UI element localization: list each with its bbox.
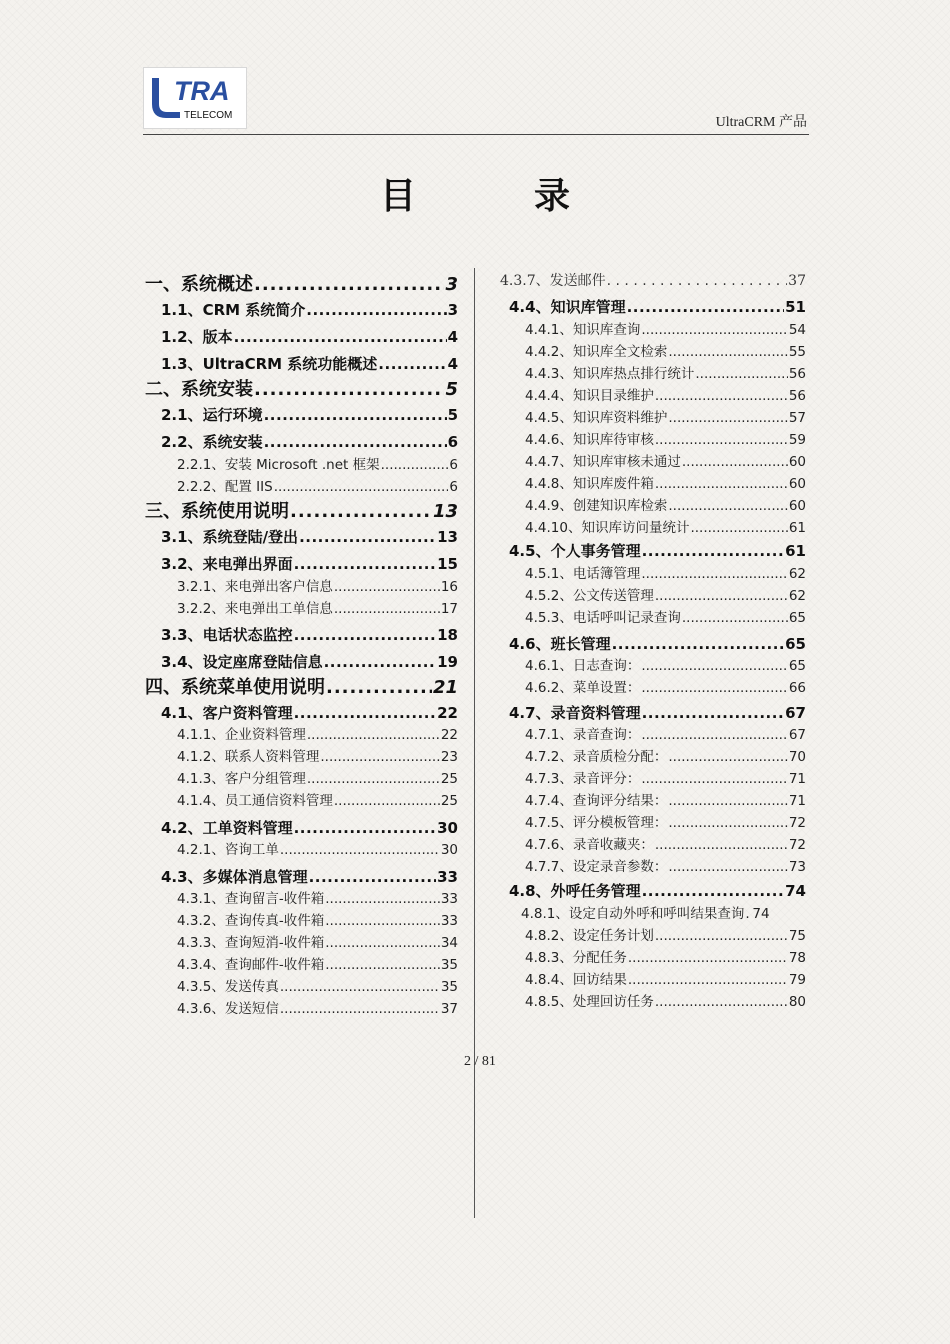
toc-entry-label: 4.7.7、设定录音参数：	[525, 859, 668, 875]
toc-entry-level3[interactable]	[500, 586, 806, 606]
toc-dot-leader	[627, 296, 785, 318]
toc-entry-level1[interactable]	[145, 272, 458, 298]
toc-entry-label: 4.5、个人事务管理	[509, 542, 641, 560]
toc-entry-label: 4.8.5、处理回访任务	[525, 994, 654, 1010]
toc-entry-label: 3.1、系统登陆/登出	[161, 528, 299, 546]
toc-dot-leader	[642, 702, 785, 724]
toc-entry-level3[interactable]	[500, 791, 806, 811]
toc-entry-label: 4.4.2、知识库全文检索	[525, 344, 668, 360]
toc-entry-label: 4.8.4、回访结果	[525, 972, 627, 988]
toc-entry-level2[interactable]	[145, 353, 458, 375]
toc-entry-level2[interactable]	[145, 431, 458, 453]
toc-entry-page: 4	[447, 328, 458, 346]
toc-entry-page: 18	[437, 626, 458, 644]
toc-entry-level2[interactable]	[500, 880, 806, 902]
toc-entry-page: 56	[788, 388, 806, 404]
toc-entry-label: 4.6.1、日志查询：	[525, 658, 641, 674]
toc-entry-label: 4.6、班长管理	[509, 635, 611, 653]
toc-entry-label: 4.7.2、录音质检分配：	[525, 749, 668, 765]
toc-entry-label: 二、系统安装	[145, 379, 253, 400]
toc-dot-leader	[325, 911, 440, 931]
toc-dot-leader	[655, 586, 788, 606]
toc-entry-level3[interactable]	[500, 904, 806, 924]
toc-entry-page: 80	[788, 994, 806, 1010]
toc-dot-leader	[306, 299, 446, 321]
toc-entry-label: 4.3.7、发送邮件	[500, 273, 606, 289]
toc-entry-label: 四、系统菜单使用说明	[145, 677, 325, 698]
toc-entry-label: 4.8.2、设定任务计划	[525, 928, 654, 944]
toc-dot-leader	[655, 430, 788, 450]
toc-entry-level2[interactable]	[145, 866, 458, 888]
toc-entry-label: 4.7.4、查询评分结果：	[525, 793, 668, 809]
toc-entry-page: 3	[447, 301, 458, 319]
toc-entry-level3[interactable]	[500, 342, 806, 362]
toc-entry-label: 4.5.1、电话簿管理	[525, 566, 641, 582]
toc-entry-level3[interactable]	[500, 678, 806, 698]
toc-entry-label: 4.4.1、知识库查询	[525, 322, 641, 338]
toc-entry-label: 4.4、知识库管理	[509, 298, 626, 316]
toc-entry-level3[interactable]	[145, 791, 458, 811]
toc-entry-label: 4.1.4、员工通信资料管理	[177, 793, 333, 809]
toc-entry-label: 4.7、录音资料管理	[509, 704, 641, 722]
toc-entry-page: 19	[437, 653, 458, 671]
toc-entry-level3[interactable]	[500, 364, 806, 384]
toc-entry-label: 3.2、来电弹出界面	[161, 555, 293, 573]
toc-entry-level3[interactable]	[145, 955, 458, 975]
toc-entry-label: 4.8、外呼任务管理	[509, 882, 641, 900]
toc-entry-page: 71	[788, 793, 806, 809]
toc-entry-level2[interactable]	[145, 817, 458, 839]
toc-dot-leader	[325, 889, 440, 909]
toc-dot-leader	[320, 747, 439, 767]
toc-entry-page: 33	[440, 913, 458, 929]
toc-entry-page: 13	[437, 528, 458, 546]
toc-entry-label: 4.4.7、知识库审核未通过	[525, 454, 681, 470]
toc-entry-level3[interactable]	[500, 608, 806, 628]
toc-entry-level2[interactable]	[145, 299, 458, 321]
toc-dot-leader	[655, 992, 788, 1012]
toc-entry-level3[interactable]	[145, 933, 458, 953]
toc-dot-leader	[607, 271, 788, 291]
toc-dot-leader	[641, 725, 787, 745]
toc-dot-leader	[326, 675, 432, 701]
toc-entry-level2[interactable]	[500, 702, 806, 724]
title-char-1: 目	[380, 176, 417, 217]
toc-entry-page: 4	[447, 355, 458, 373]
toc-dot-leader	[668, 791, 787, 811]
toc-dot-leader	[334, 577, 440, 597]
logo-sub-text: TELECOM	[184, 110, 233, 121]
toc-entry-level3[interactable]	[500, 857, 806, 877]
toc-entry-level3[interactable]	[500, 769, 806, 789]
toc-entry-level3[interactable]	[500, 474, 806, 494]
toc-dot-leader	[264, 404, 447, 426]
toc-entry-level3[interactable]	[500, 948, 806, 968]
toc-entry-level2[interactable]	[145, 326, 458, 348]
toc-entry-page: 75	[788, 928, 806, 944]
toc-entry-page: 22	[437, 704, 458, 722]
toc-entry-level3[interactable]	[145, 840, 458, 860]
toc-entry-label: 4.4.3、知识库热点排行统计	[525, 366, 695, 382]
toc-entry-page: 35	[440, 979, 458, 995]
toc-entry-label: 4.1、客户资料管理	[161, 704, 293, 722]
toc-entry-label: 3.4、设定座席登陆信息	[161, 653, 323, 671]
toc-entry-label: 4.7.1、录音查询：	[525, 727, 641, 743]
toc-entry-label: 4.8.3、分配任务	[525, 950, 627, 966]
toc-entry-label: 4.7.6、录音收藏夹：	[525, 837, 654, 853]
toc-entry-level1[interactable]	[145, 675, 458, 701]
toc-dot-leader	[682, 452, 788, 472]
toc-entry-page: 74	[752, 906, 770, 922]
toc-entry-label: 4.3.2、查询传真-收件箱	[177, 913, 325, 929]
toc-entry-level2[interactable]	[500, 296, 806, 318]
toc-dot-leader	[641, 656, 787, 676]
toc-entry-level3[interactable]	[500, 992, 806, 1012]
toc-dot-leader	[668, 857, 787, 877]
toc-entry-level3[interactable]	[500, 271, 806, 291]
toc-dot-leader	[641, 320, 787, 340]
toc-entry-label: 3.3、电话状态监控	[161, 626, 293, 644]
toc-entry-label: 1.3、UltraCRM 系统功能概述	[161, 355, 378, 373]
toc-dot-leader	[280, 840, 440, 860]
toc-dot-leader	[745, 904, 751, 924]
toc-entry-page: 60	[788, 498, 806, 514]
toc-entry-page: 23	[440, 749, 458, 765]
toc-dot-leader	[325, 933, 440, 953]
toc-entry-page: 70	[788, 749, 806, 765]
toc-dot-leader	[682, 608, 788, 628]
toc-entry-page: 67	[788, 727, 806, 743]
toc-entry-label: 1.2、版本	[161, 328, 233, 346]
toc-entry-level2[interactable]	[500, 633, 806, 655]
toc-entry-label: 4.4.5、知识库资料维护	[525, 410, 668, 426]
toc-dot-leader	[655, 835, 788, 855]
toc-entry-level1[interactable]	[145, 377, 458, 403]
toc-entry-level3[interactable]	[500, 408, 806, 428]
page-title	[380, 172, 570, 222]
toc-entry-page: 51	[785, 298, 806, 316]
toc-entry-level3[interactable]	[500, 386, 806, 406]
toc-entry-page: 13	[432, 501, 458, 522]
toc-entry-page: 15	[437, 555, 458, 573]
column-divider	[474, 268, 475, 1218]
toc-entry-label: 3.2.2、来电弹出工单信息	[177, 601, 333, 617]
toc-entry-level3[interactable]	[500, 747, 806, 767]
toc-dot-leader	[641, 678, 787, 698]
toc-entry-page: 37	[440, 1001, 458, 1017]
toc-entry-page: 22	[440, 727, 458, 743]
toc-entry-page: 67	[785, 704, 806, 722]
toc-entry-page: 62	[788, 588, 806, 604]
toc-entry-level3[interactable]	[145, 477, 458, 497]
toc-dot-leader	[274, 477, 449, 497]
toc-entry-page: 78	[788, 950, 806, 966]
toc-dot-leader	[628, 948, 788, 968]
logo-brand-text: TRA	[174, 76, 230, 106]
toc-entry-label: 2.2、系统安装	[161, 433, 263, 451]
toc-entry-level3[interactable]	[500, 518, 806, 538]
toc-entry-page: 30	[437, 819, 458, 837]
toc-dot-leader	[378, 353, 446, 375]
toc-entry-label: 4.6.2、菜单设置：	[525, 680, 641, 696]
toc-entry-page: 30	[440, 842, 458, 858]
toc-entry-level3[interactable]	[145, 977, 458, 997]
toc-entry-page: 17	[440, 601, 458, 617]
toc-dot-leader	[290, 499, 432, 525]
toc-entry-level3[interactable]	[500, 835, 806, 855]
toc-dot-leader	[307, 769, 440, 789]
toc-entry-level1[interactable]	[145, 499, 458, 525]
toc-entry-page: 6	[447, 433, 458, 451]
toc-entry-level2[interactable]	[145, 651, 458, 673]
header-rule	[143, 134, 809, 135]
toc-entry-page: 73	[788, 859, 806, 875]
toc-entry-level3[interactable]	[145, 999, 458, 1019]
company-logo	[143, 67, 247, 129]
toc-entry-page: 55	[788, 344, 806, 360]
toc-entry-label: 4.2.1、咨询工单	[177, 842, 279, 858]
toc-entry-label: 4.3、多媒体消息管理	[161, 868, 308, 886]
toc-entry-label: 4.1.3、客户分组管理	[177, 771, 306, 787]
toc-entry-page: 37	[788, 273, 806, 289]
toc-dot-leader	[668, 813, 787, 833]
toc-entry-label: 三、系统使用说明	[145, 501, 289, 522]
toc-dot-leader	[324, 651, 437, 673]
toc-dot-leader	[655, 474, 788, 494]
toc-dot-leader	[294, 817, 437, 839]
toc-entry-level3[interactable]	[500, 320, 806, 340]
toc-entry-level3[interactable]	[500, 970, 806, 990]
toc-entry-page: 72	[788, 815, 806, 831]
toc-entry-page: 33	[440, 891, 458, 907]
toc-entry-page: 33	[437, 868, 458, 886]
page-number: 2 / 81	[464, 1054, 496, 1069]
toc-entry-page: 62	[788, 566, 806, 582]
toc-entry-label: 2.2.2、配置 IIS	[177, 479, 273, 495]
toc-entry-page: 6	[449, 457, 458, 473]
toc-dot-leader	[234, 326, 447, 348]
toc-entry-level3[interactable]	[500, 813, 806, 833]
toc-dot-leader	[254, 272, 444, 298]
toc-dot-leader	[294, 702, 437, 724]
toc-entry-level3[interactable]	[500, 430, 806, 450]
toc-entry-label: 4.3.1、查询留言-收件箱	[177, 891, 325, 907]
toc-dot-leader	[264, 431, 447, 453]
toc-entry-level3[interactable]	[500, 496, 806, 516]
toc-entry-page: 60	[788, 454, 806, 470]
toc-dot-leader	[280, 999, 440, 1019]
toc-dot-leader	[612, 633, 785, 655]
toc-entry-level2[interactable]	[145, 404, 458, 426]
toc-entry-level2[interactable]	[500, 540, 806, 562]
toc-entry-level3[interactable]	[145, 599, 458, 619]
toc-dot-leader	[668, 342, 787, 362]
toc-entry-level3[interactable]	[500, 656, 806, 676]
toc-entry-label: 4.4.9、创建知识库检索	[525, 498, 668, 514]
toc-dot-leader	[294, 624, 437, 646]
toc-entry-level3[interactable]	[500, 452, 806, 472]
toc-entry-page: 74	[785, 882, 806, 900]
toc-entry-label: 4.3.6、发送短信	[177, 1001, 279, 1017]
toc-entry-level3[interactable]	[500, 926, 806, 946]
toc-entry-page: 5	[445, 379, 458, 400]
toc-entry-level3[interactable]	[500, 725, 806, 745]
toc-entry-level3[interactable]	[145, 769, 458, 789]
toc-entry-page: 3	[445, 274, 458, 295]
toc-dot-leader	[655, 386, 788, 406]
toc-entry-level3[interactable]	[145, 577, 458, 597]
toc-dot-leader	[655, 926, 788, 946]
toc-dot-leader	[299, 526, 436, 548]
toc-entry-page: 25	[440, 793, 458, 809]
toc-entry-label: 3.2.1、来电弹出客户信息	[177, 579, 333, 595]
toc-entry-level3[interactable]	[145, 747, 458, 767]
toc-entry-page: 79	[788, 972, 806, 988]
toc-entry-label: 2.1、运行环境	[161, 406, 263, 424]
toc-dot-leader	[334, 791, 440, 811]
toc-entry-level2[interactable]	[145, 526, 458, 548]
toc-entry-page: 21	[432, 677, 458, 698]
toc-entry-page: 72	[788, 837, 806, 853]
toc-entry-label: 4.3.5、发送传真	[177, 979, 279, 995]
toc-dot-leader	[334, 599, 440, 619]
toc-entry-page: 65	[788, 610, 806, 626]
toc-dot-leader	[690, 518, 787, 538]
toc-entry-label: 4.7.3、录音评分：	[525, 771, 641, 787]
toc-entry-page: 57	[788, 410, 806, 426]
toc-entry-page: 59	[788, 432, 806, 448]
toc-entry-level3[interactable]	[145, 725, 458, 745]
toc-entry-label: 4.4.4、知识目录维护	[525, 388, 654, 404]
toc-entry-level2[interactable]	[145, 624, 458, 646]
toc-dot-leader	[642, 540, 785, 562]
toc-dot-leader	[668, 496, 787, 516]
toc-entry-label: 4.5.3、电话呼叫记录查询	[525, 610, 681, 626]
toc-dot-leader	[668, 408, 787, 428]
toc-entry-label: 4.4.10、知识库访问量统计	[525, 520, 690, 536]
toc-entry-page: 6	[449, 479, 458, 495]
toc-dot-leader	[641, 564, 787, 584]
toc-dot-leader	[280, 977, 440, 997]
toc-entry-page: 54	[788, 322, 806, 338]
toc-dot-leader	[309, 866, 437, 888]
toc-entry-label: 4.1.1、企业资料管理	[177, 727, 306, 743]
toc-entry-label: 4.3.3、查询短消-收件箱	[177, 935, 325, 951]
toc-entry-label: 4.1.2、联系人资料管理	[177, 749, 320, 765]
title-char-2: 录	[533, 176, 570, 217]
toc-entry-label: 4.2、工单资料管理	[161, 819, 293, 837]
toc-entry-label: 一、系统概述	[145, 274, 253, 295]
toc-entry-label: 4.3.4、查询邮件-收件箱	[177, 957, 325, 973]
toc-entry-page: 34	[440, 935, 458, 951]
toc-entry-level2[interactable]	[145, 553, 458, 575]
toc-entry-page: 25	[440, 771, 458, 787]
toc-entry-page: 66	[788, 680, 806, 696]
toc-entry-level3[interactable]	[145, 911, 458, 931]
toc-entry-level3[interactable]	[145, 455, 458, 475]
toc-dot-leader	[628, 970, 788, 990]
toc-entry-level3[interactable]	[500, 564, 806, 584]
toc-dot-leader	[294, 553, 437, 575]
toc-entry-label: 4.7.5、评分模板管理：	[525, 815, 668, 831]
toc-entry-page: 61	[785, 542, 806, 560]
toc-entry-label: 4.5.2、公文传送管理	[525, 588, 654, 604]
toc-entry-label: 2.2.1、安装 Microsoft .net 框架	[177, 457, 380, 473]
toc-entry-page: 56	[788, 366, 806, 382]
toc-entry-page: 60	[788, 476, 806, 492]
toc-entry-page: 5	[447, 406, 458, 424]
toc-entry-label: 4.4.6、知识库待审核	[525, 432, 654, 448]
toc-entry-label: 1.1、CRM 系统简介	[161, 301, 306, 319]
toc-entry-page: 16	[440, 579, 458, 595]
toc-entry-label: 4.8.1、设定自动外呼和呼叫结果查询	[521, 906, 745, 922]
toc-dot-leader	[668, 747, 787, 767]
toc-dot-leader	[325, 955, 440, 975]
toc-entry-page: 61	[788, 520, 806, 536]
toc-dot-leader	[307, 725, 440, 745]
toc-dot-leader	[695, 364, 787, 384]
toc-entry-page: 65	[785, 635, 806, 653]
toc-dot-leader	[381, 455, 449, 475]
toc-entry-page: 65	[788, 658, 806, 674]
toc-entry-page: 71	[788, 771, 806, 787]
toc-dot-leader	[254, 377, 444, 403]
toc-dot-leader	[641, 769, 787, 789]
toc-entry-label: 4.4.8、知识库废件箱	[525, 476, 654, 492]
product-name: UltraCRM 产品	[715, 115, 807, 130]
toc-dot-leader	[642, 880, 785, 902]
toc-entry-page: 35	[440, 957, 458, 973]
toc-entry-level2[interactable]	[145, 702, 458, 724]
toc-entry-level3[interactable]	[145, 889, 458, 909]
